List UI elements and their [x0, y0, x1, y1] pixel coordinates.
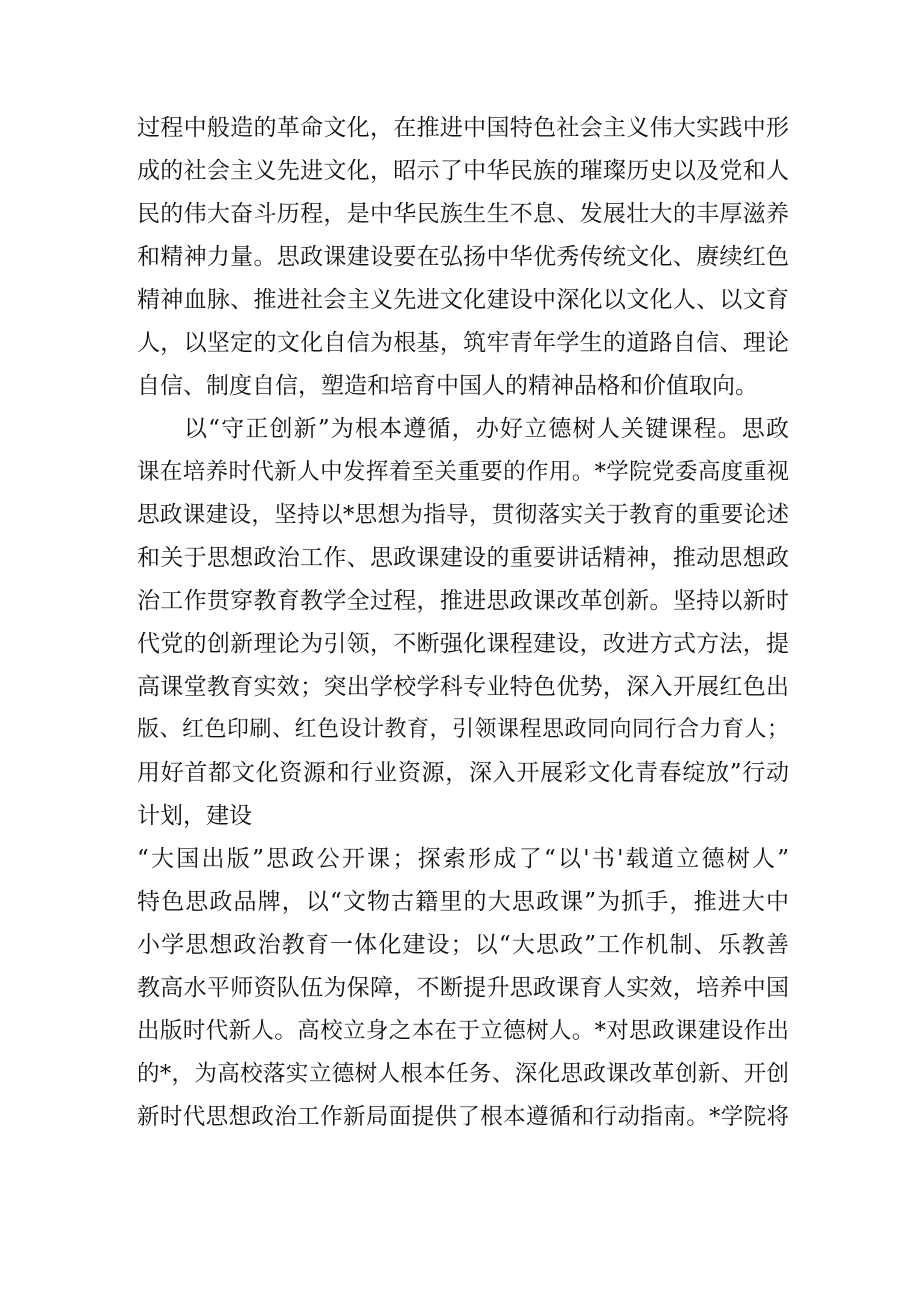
paragraph-first-line: 以“守正创新”为根本遵循，办好立德树人关键课程。思政 — [184, 416, 789, 442]
text-line: 出版时代新人。高校立身之本在于立德树人。*对思政课建设作出 — [137, 1018, 789, 1044]
text-line: 特色思政品牌，以“文物古籍里的大思政课”为抓手，推进大中 — [137, 889, 789, 915]
text-line: 用好首都文化资源和行业资源，深入开展彩文化青春绽放”行动 — [137, 760, 789, 786]
text-line: 教高水平师资队伍为保障，不断提升思政课育人实效，培养中国 — [137, 975, 789, 1001]
text-line: 版、红色印刷、红色设计教育，引领课程思政同向同行合力育人； — [137, 717, 789, 742]
text-line: 思政课建设，坚持以*思想为指导，贯彻落实关于教育的重要论述 — [137, 502, 789, 528]
text-line: 高课堂教育实效；突出学校学科专业特色优势，深入开展红色出 — [137, 674, 789, 700]
text-line: 治工作贯穿教育教学全过程，推进思政课改革创新。坚持以新时 — [137, 588, 789, 614]
text-line: 的*，为高校落实立德树人根本任务、深化思政课改革创新、开创 — [137, 1061, 789, 1087]
text-line: 小学思想政治教育一体化建设；以“大思政”工作机制、乐教善 — [137, 932, 789, 958]
text-line: 精神血脉、推进社会主义先进文化建设中深化以文化人、以文育 — [137, 287, 789, 313]
text-line: 成的社会主义先进文化，昭示了中华民族的璀璨历史以及党和人 — [137, 158, 789, 184]
text-line: 过程中般造的革命文化，在推进中国特色社会主义伟大实践中形 — [137, 115, 789, 141]
text-line: 自信、制度自信，塑造和培育中国人的精神品格和价值取向。 — [137, 373, 758, 399]
text-line: 新时代思想政治工作新局面提供了根本遵循和行动指南。*学院将 — [137, 1104, 789, 1130]
text-line: 人，以坚定的文化自信为根基，筑牢青年学生的道路自信、理论 — [137, 330, 789, 356]
text-line: “大国出版”思政公开课；探索形成了“以'书'载道立德树人” — [137, 846, 789, 872]
text-line: 和精神力量。思政课建设要在弘扬中华优秀传统文化、赓续红色 — [137, 244, 789, 270]
text-line: 课在培养时代新人中发挥着至关重要的作用。*学院党委高度重视 — [137, 459, 789, 485]
text-line: 计划，建设 — [137, 803, 252, 829]
text-line: 民的伟大奋斗历程，是中华民族生生不息、发展壮大的丰厚滋养 — [137, 201, 789, 227]
text-line: 代党的创新理论为引领，不断强化课程建设，改进方式方法，提 — [137, 631, 789, 657]
text-line: 和关于思想政治工作、思政课建设的重要讲话精神，推动思想政 — [137, 545, 789, 571]
